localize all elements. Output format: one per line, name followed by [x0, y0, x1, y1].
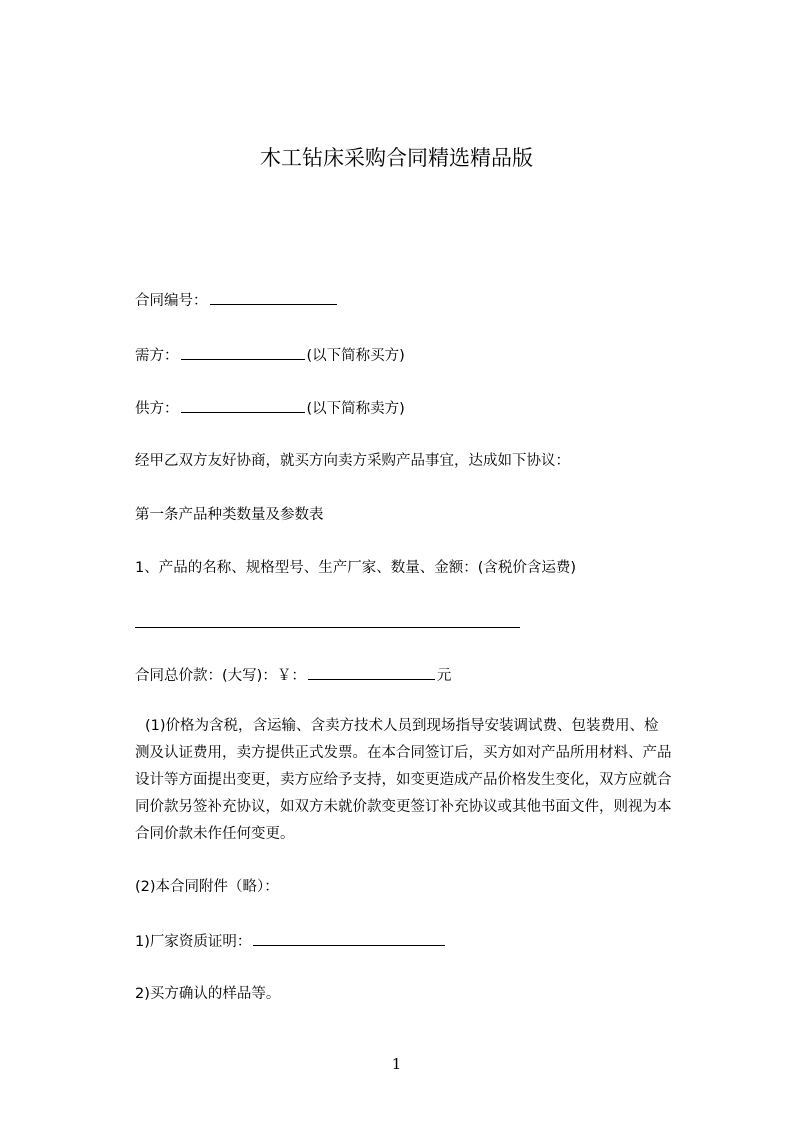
total-price-blank: [308, 665, 435, 680]
attachment1-line: [135, 931, 447, 952]
item1-text: 1、产品的名称、规格型号、生产厂家、数量、金额：(含税价含运费): [135, 560, 577, 576]
buyer-line: [135, 345, 405, 366]
clause1-line: (1)价格为含税，含运输、含卖方技术人员到现场指导安装调试费、包装费用、检: [145, 718, 659, 734]
contract-number-blank: [210, 290, 337, 305]
seller-blank: [181, 398, 305, 413]
contract-number-label: 合同编号：: [135, 293, 208, 309]
total-price-line: [135, 665, 451, 686]
total-price-unit: 元: [436, 668, 452, 684]
clause1-line: 测及认证费用，卖方提供正式发票。在本合同签订后，买方如对产品所用材料、产品: [135, 745, 672, 761]
seller-label: 供方：: [135, 401, 179, 417]
attachment1-label: 1)厂家资质证明：: [135, 934, 252, 950]
clause1-line: 同价款另签补充协议，如双方未就价款变更签订补充协议或其他书面文件，则视为本: [135, 799, 672, 815]
seller-line: [135, 398, 405, 419]
intro-text: 经甲乙双方友好协商，就买方向卖方采购产品事宜，达成如下协议：: [135, 453, 570, 469]
attachment1-blank: [253, 931, 445, 946]
article1-title: 第一条产品种类数量及参数表: [135, 507, 324, 523]
buyer-label: 需方：: [135, 348, 179, 364]
page-number: 1: [391, 1055, 402, 1073]
product-table-blank-line: [135, 627, 520, 628]
document-title: 木工钻床采购合同精选精品版: [260, 146, 533, 170]
clause1-line: 设计等方面提出变更，卖方应给予支持，如变更造成产品价格发生变化，双方应就合: [135, 772, 672, 788]
attachment2-text: 2)买方确认的样品等。: [135, 986, 281, 1002]
clause2-text: (2)本合同附件（略）：: [135, 879, 279, 895]
clause1-paragraph: [135, 713, 672, 848]
contract-number-line: [135, 290, 339, 311]
clause1-line: 合同价款未作任何变更。: [135, 826, 295, 842]
seller-note: (以下简称卖方): [306, 401, 405, 417]
total-price-label: 合同总价款：(大写)：￥：: [135, 668, 306, 684]
buyer-note: (以下简称买方): [306, 348, 405, 364]
buyer-blank: [181, 345, 305, 360]
